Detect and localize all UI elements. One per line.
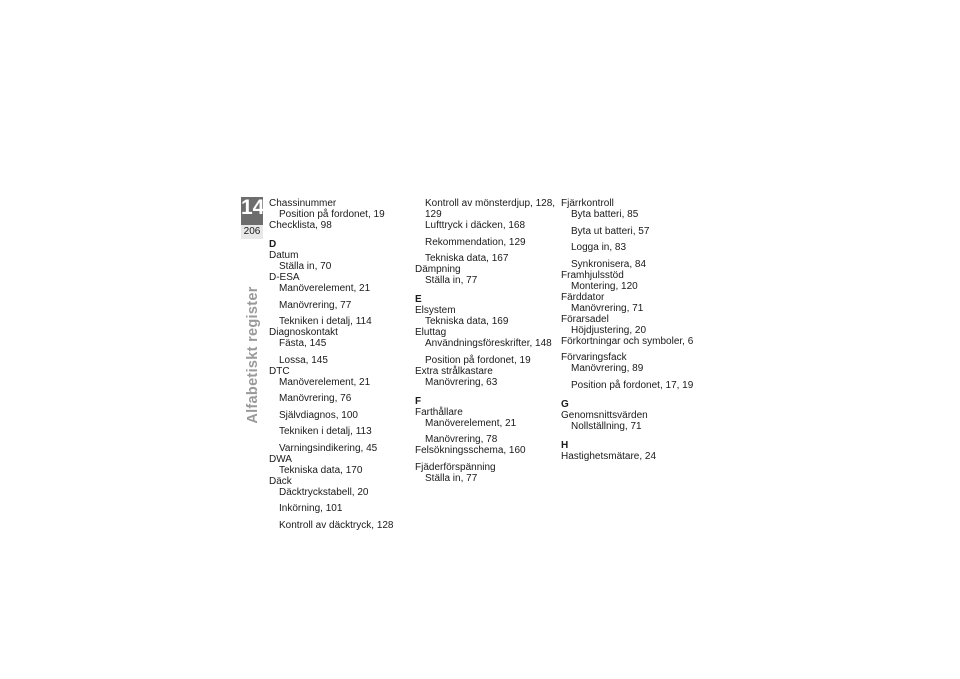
index-entry: Färddator xyxy=(561,291,605,303)
index-subentry: Ställa in, 77 xyxy=(425,472,478,484)
index-subentry: Lufttryck i däcken, 168 xyxy=(425,220,526,231)
index-entry: Dämpning xyxy=(415,264,461,275)
index-subentry: Manövrering, 89 xyxy=(571,363,644,374)
index-subentry: Inkörning, 101 xyxy=(279,503,343,514)
index-subentry: Höjdjustering, 20 xyxy=(571,324,647,336)
index-column-1 xyxy=(269,198,417,536)
index-subentry: Manövrering, 63 xyxy=(425,376,498,388)
index-entry: Däck xyxy=(269,475,292,487)
index-entry: Datum xyxy=(269,250,299,261)
index-entry: Extra strålkastare xyxy=(415,365,493,377)
index-subentry: Varningsindikering, 45 xyxy=(279,442,378,454)
index-subentry: Lossa, 145 xyxy=(279,354,328,366)
index-subentry: Manövrering, 77 xyxy=(279,299,352,311)
index-subentry: Tekniska data, 169 xyxy=(425,316,509,327)
index-subentry: Självdiagnos, 100 xyxy=(279,409,358,421)
index-letter-g: G xyxy=(561,398,569,410)
index-subentry: Byta batteri, 85 xyxy=(571,209,639,220)
index-subentry: Kontroll av däcktryck, 128 xyxy=(279,519,394,531)
index-letter-h: H xyxy=(561,439,569,451)
index-entry: Förkortningar och symboler, 6 xyxy=(561,335,694,347)
index-entry: DWA xyxy=(269,453,292,465)
index-subentry: Manöverelement, 21 xyxy=(279,283,371,294)
index-subentry: Tekniska data, 167 xyxy=(425,253,509,264)
chapter-title: Alfabetiskt register xyxy=(245,286,261,424)
index-subentry: Manöverelement, 21 xyxy=(279,376,371,388)
index-entry: Elsystem xyxy=(415,305,456,316)
index-subentry: Manövrering, 71 xyxy=(571,302,644,314)
index-entry: Framhjulsstöd xyxy=(561,269,624,281)
index-subentry: Position på fordonet, 17, 19 xyxy=(571,379,694,391)
index-subentry-continuation: 129 xyxy=(425,209,442,220)
index-subentry: Byta ut batteri, 57 xyxy=(571,225,650,237)
index-subentry: Position på fordonet, 19 xyxy=(279,209,385,220)
index-entry: Eluttag xyxy=(415,327,447,338)
index-entry: Förarsadel xyxy=(561,313,609,325)
chapter-number: 14 xyxy=(241,196,265,219)
index-entry: D-ESA xyxy=(269,272,300,283)
index-letter-e: E xyxy=(415,294,422,305)
chapter-tab xyxy=(241,197,263,239)
index-subentry: Rekommendation, 129 xyxy=(425,236,526,248)
index-letter-f: F xyxy=(415,395,422,407)
index-subentry: Manövrering, 76 xyxy=(279,393,352,404)
index-subentry: Fästa, 145 xyxy=(279,338,327,349)
index-entry: Fjäderförspänning xyxy=(415,461,496,473)
index-entry: Checklista, 98 xyxy=(269,220,332,231)
index-entry: Förvaringsfack xyxy=(561,352,627,363)
index-subentry: Manövrering, 78 xyxy=(425,434,498,445)
index-subentry: Nollställning, 71 xyxy=(571,420,642,432)
index-column-3 xyxy=(561,198,709,462)
index-letter-d: D xyxy=(269,239,277,250)
index-subentry: Ställa in, 70 xyxy=(279,261,332,272)
index-entry: Chassinummer xyxy=(269,198,337,209)
index-entry: Felsökningsschema, 160 xyxy=(415,445,526,456)
index-entry: Fjärrkontroll xyxy=(561,198,614,209)
index-column-2 xyxy=(415,198,563,489)
index-subentry: Logga in, 83 xyxy=(571,242,627,253)
index-subentry: Däcktryckstabell, 20 xyxy=(279,486,369,498)
index-subentry: Användningsföreskrifter, 148 xyxy=(425,338,552,349)
index-entry: Genomsnittsvärden xyxy=(561,409,648,421)
index-subentry: Tekniken i detalj, 114 xyxy=(279,316,372,327)
index-subentry: Kontroll av mönsterdjup, 128, xyxy=(425,198,556,209)
index-subentry: Position på fordonet, 19 xyxy=(425,354,531,366)
page-number: 206 xyxy=(241,225,263,239)
index-entry: Diagnoskontakt xyxy=(269,327,338,338)
index-subentry: Synkronisera, 84 xyxy=(571,258,647,270)
index-entry: DTC xyxy=(269,365,290,377)
index-subentry: Tekniska data, 170 xyxy=(279,464,363,476)
index-subentry: Montering, 120 xyxy=(571,280,638,292)
index-subentry: Tekniken i detalj, 113 xyxy=(279,426,372,437)
index-entry: Hastighetsmätare, 24 xyxy=(561,450,657,462)
index-subentry: Manöverelement, 21 xyxy=(425,417,517,429)
index-subentry: Ställa in, 77 xyxy=(425,275,478,286)
index-entry: Farthållare xyxy=(415,406,463,418)
